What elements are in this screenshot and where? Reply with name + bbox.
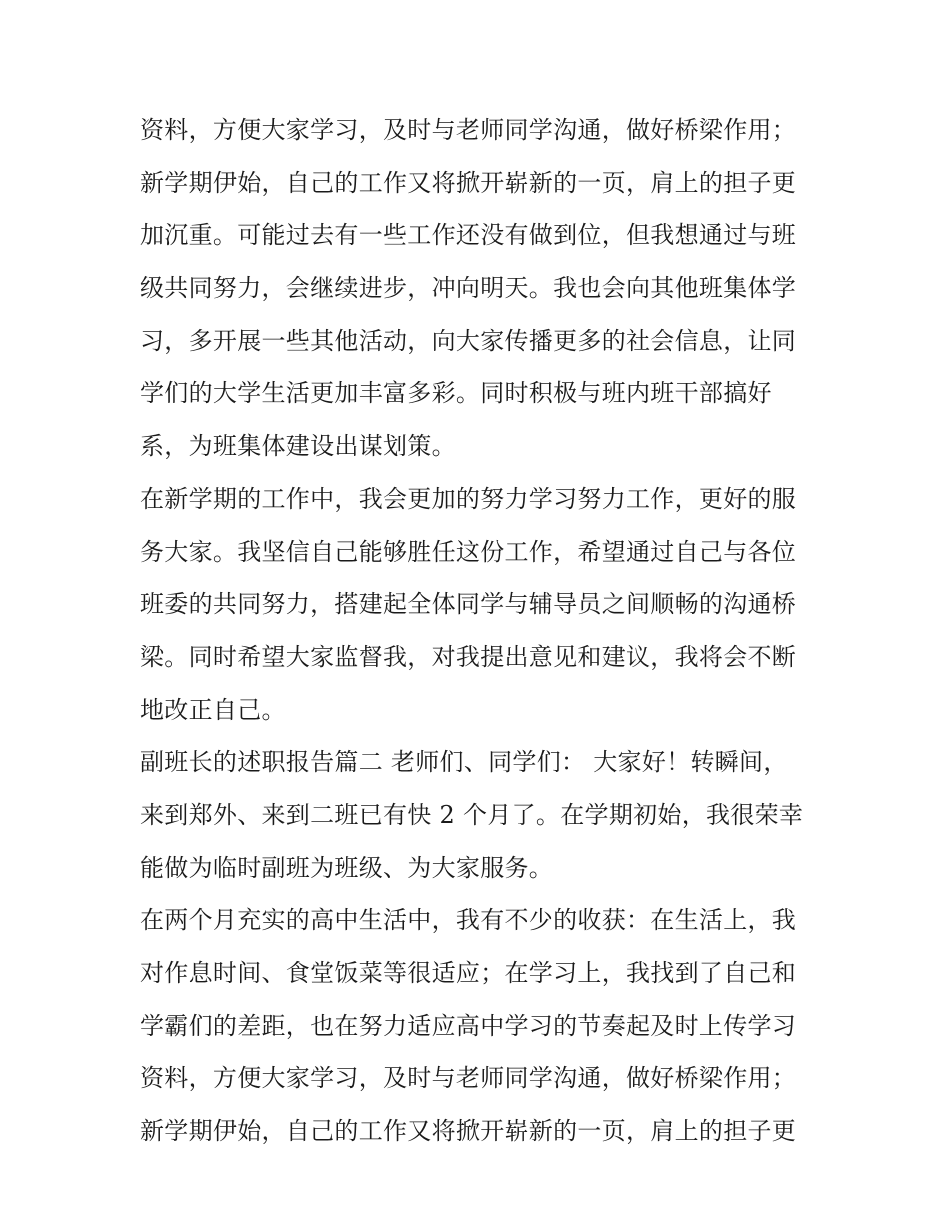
text-line: 在新学期的工作中，我会更加的努力学习努力工作，更好的服 [140, 484, 797, 513]
document-body [140, 104, 820, 1158]
text-line: 资料，方便大家学习，及时与老师同学沟通，做好桥梁作用； [140, 116, 797, 144]
text-line: 学霸们的差距，也在努力适应高中学习的节奏起及时上传学习 [140, 1011, 797, 1040]
text-line: 新学期伊始，自己的工作又将掀开崭新的一页，肩上的担子更 [140, 1117, 797, 1146]
text-line: 学们的大学生活更加丰富多彩。同时积极与班内班干部搞好 [140, 379, 772, 408]
text-line: 梁。同时希望大家监督我，对我提出意见和建议，我将会不断 [140, 642, 797, 671]
text-line: 资料，方便大家学习，及时与老师同学沟通，做好桥梁作用； [140, 1064, 797, 1093]
text-line: 系，为班集体建设出谋划策。 [140, 432, 456, 461]
text-line: 班委的共同努力，搭建起全体同学与辅导员之间顺畅的沟通桥 [140, 590, 797, 619]
text-line: 对作息时间、食堂饭菜等很适应；在学习上，我找到了自己和 [140, 959, 797, 987]
text-line: 新学期伊始，自己的工作又将掀开崭新的一页，肩上的担子更 [140, 168, 797, 197]
text-line: 加沉重。可能过去有一些工作还没有做到位，但我想通过与班 [140, 221, 797, 250]
text-line: 地改正自己。 [140, 695, 286, 724]
text-line: 能做为临时副班为班级、为大家服务。 [140, 853, 554, 882]
text-line: 习，多开展一些其他活动，向大家传播更多的社会信息，让同 [140, 326, 797, 355]
text-line: 来到郑外、来到二班已有快 2 个月了。在学期初始，我很荣幸 [140, 800, 804, 829]
text-line: 在两个月充实的高中生活中，我有不少的收获：在生活上，我 [140, 906, 797, 935]
text-line: 务大家。我坚信自己能够胜任这份工作，希望通过自己与各位 [140, 537, 797, 566]
text-line: 级共同努力，会继续进步，冲向明天。我也会向其他班集体学 [140, 274, 797, 303]
section-heading-line: 副班长的述职报告篇二 老师们、同学们： 大家好！转瞬间， [140, 748, 788, 777]
